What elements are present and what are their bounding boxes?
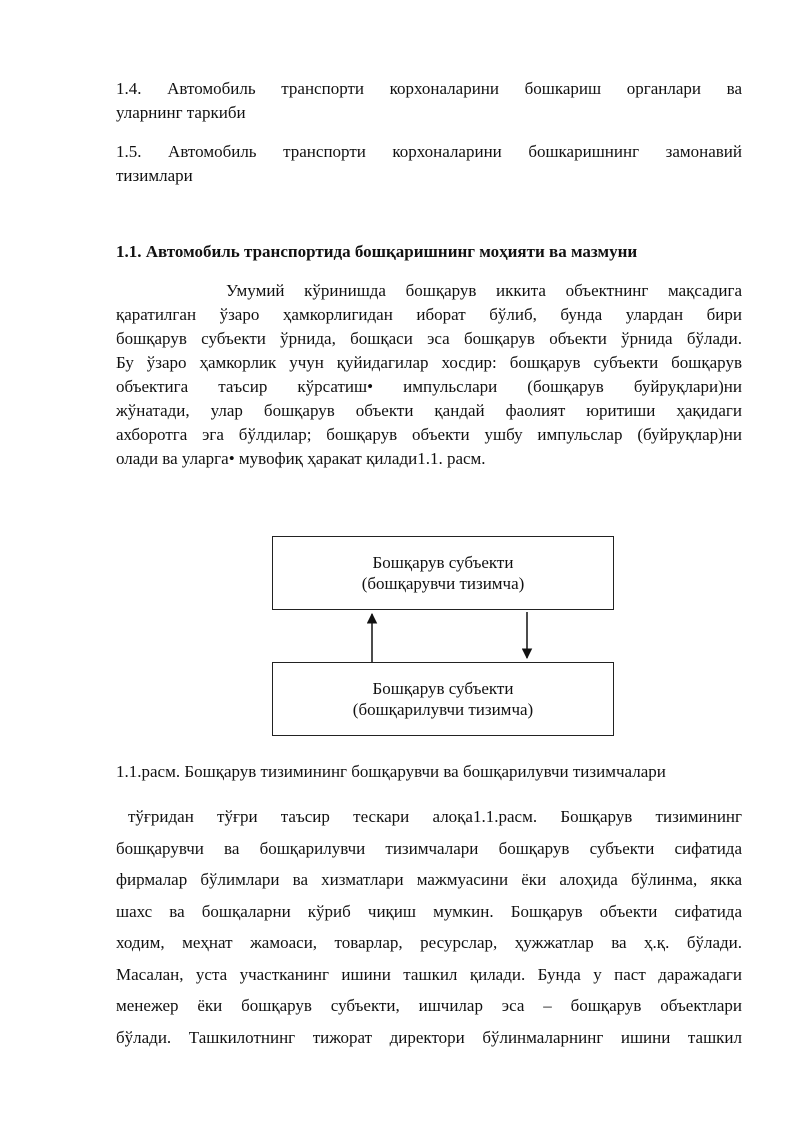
paragraph-line: бошқарув субъекти ўрнида, бошқаси эса бошқарув объекти ўрнида бўлади. xyxy=(116,329,742,348)
paragraph-line: олади ва уларга• мувофиқ ҳаракат қилади1.1. расм. xyxy=(116,449,486,468)
paragraph-line: менежер ёки бошқарув субъекти, ишчилар эса – бошқарув объектлари xyxy=(116,996,742,1015)
paragraph-line: ходим, меҳнат жамоаси, товарлар, ресурслар, ҳужжатлар ва ҳ.қ. бўлади. xyxy=(116,933,742,952)
toc-entry-line: уларнинг таркиби xyxy=(116,103,246,122)
paragraph-line: Масалан, уста участканинг ишини ташкил қилади. Бунда у паст даражадаги xyxy=(116,964,742,984)
box-subtitle: (бошқарилувчи тизимча) xyxy=(352,700,534,719)
paragraph-line: Бу ўзаро ҳамкорлик учун қуйидагилар хосдир: бошқарув субъекти бошқарув xyxy=(116,353,742,372)
paragraph-line: жўнатади, улар бошқарув объекти қандай фаолият юритиши ҳақидаги xyxy=(116,401,742,420)
toc-entry-line: 1.4. Автомобиль транспорти корхоналарини бошкариш органлари ва xyxy=(116,79,742,98)
paragraph-line: шахс ва бошқаларни кўриб чиқиш мумкин. Бошқарув объекти сифатида xyxy=(116,901,742,921)
toc-entry-1-4 xyxy=(116,77,742,125)
paragraph-line: бўлади. Ташкилотнинг тижорат директори бўлинмаларнинг ишини ташкил xyxy=(116,1027,742,1047)
section-heading: 1.1. Автомобиль транспортида бошқаришнинг моҳияти ва мазмуни xyxy=(116,242,638,261)
paragraph-line: тўғридан тўғри таъсир тескари алоқа1.1.расм. Бошқарув тизимининг xyxy=(128,807,742,826)
managed-subsystem-box xyxy=(272,662,614,736)
body-paragraph xyxy=(116,801,742,1053)
toc-entry-1-5 xyxy=(116,140,742,188)
toc-entry-line: 1.5. Автомобиль транспорти корхоналарини бошкаришнинг замонавий xyxy=(116,142,742,161)
intro-paragraph xyxy=(116,279,742,471)
box-subtitle: (бошқарувчи тизимча) xyxy=(361,574,525,593)
managing-subsystem-box xyxy=(272,536,614,610)
feedback-arrows xyxy=(272,610,614,664)
paragraph-line: Умумий кўринишда бошқарув иккита объектнинг мақсадига xyxy=(226,281,742,300)
paragraph-line: фирмалар бўлимлари ва хизматлари мажмуасини ёки алоҳида бўлинма, якка xyxy=(116,870,742,889)
toc-entry-line: тизимлари xyxy=(116,166,193,185)
control-system-diagram xyxy=(272,536,616,738)
paragraph-line: ахборотга эга бўлдилар; бошқарув объекти ушбу импульслар (буйруқлар)ни xyxy=(116,425,742,444)
box-title: Бошқарув субъекти xyxy=(372,553,514,572)
paragraph-line: бошқарувчи ва бошқарилувчи тизимчалари бошқарув субъекти сифатида xyxy=(116,838,742,858)
paragraph-line: объектига таъсир кўрсатиш• импульслари (бошқарув буйруқлари)ни xyxy=(116,377,742,396)
figure-caption: 1.1.расм. Бошқарув тизимининг бошқарувчи ва бошқарилувчи тизимчалари xyxy=(116,762,666,781)
paragraph-line: қаратилган ўзаро ҳамкорлигидан иборат бўлиб, бунда улардан бири xyxy=(116,305,742,324)
box-title: Бошқарув субъекти xyxy=(372,679,514,698)
